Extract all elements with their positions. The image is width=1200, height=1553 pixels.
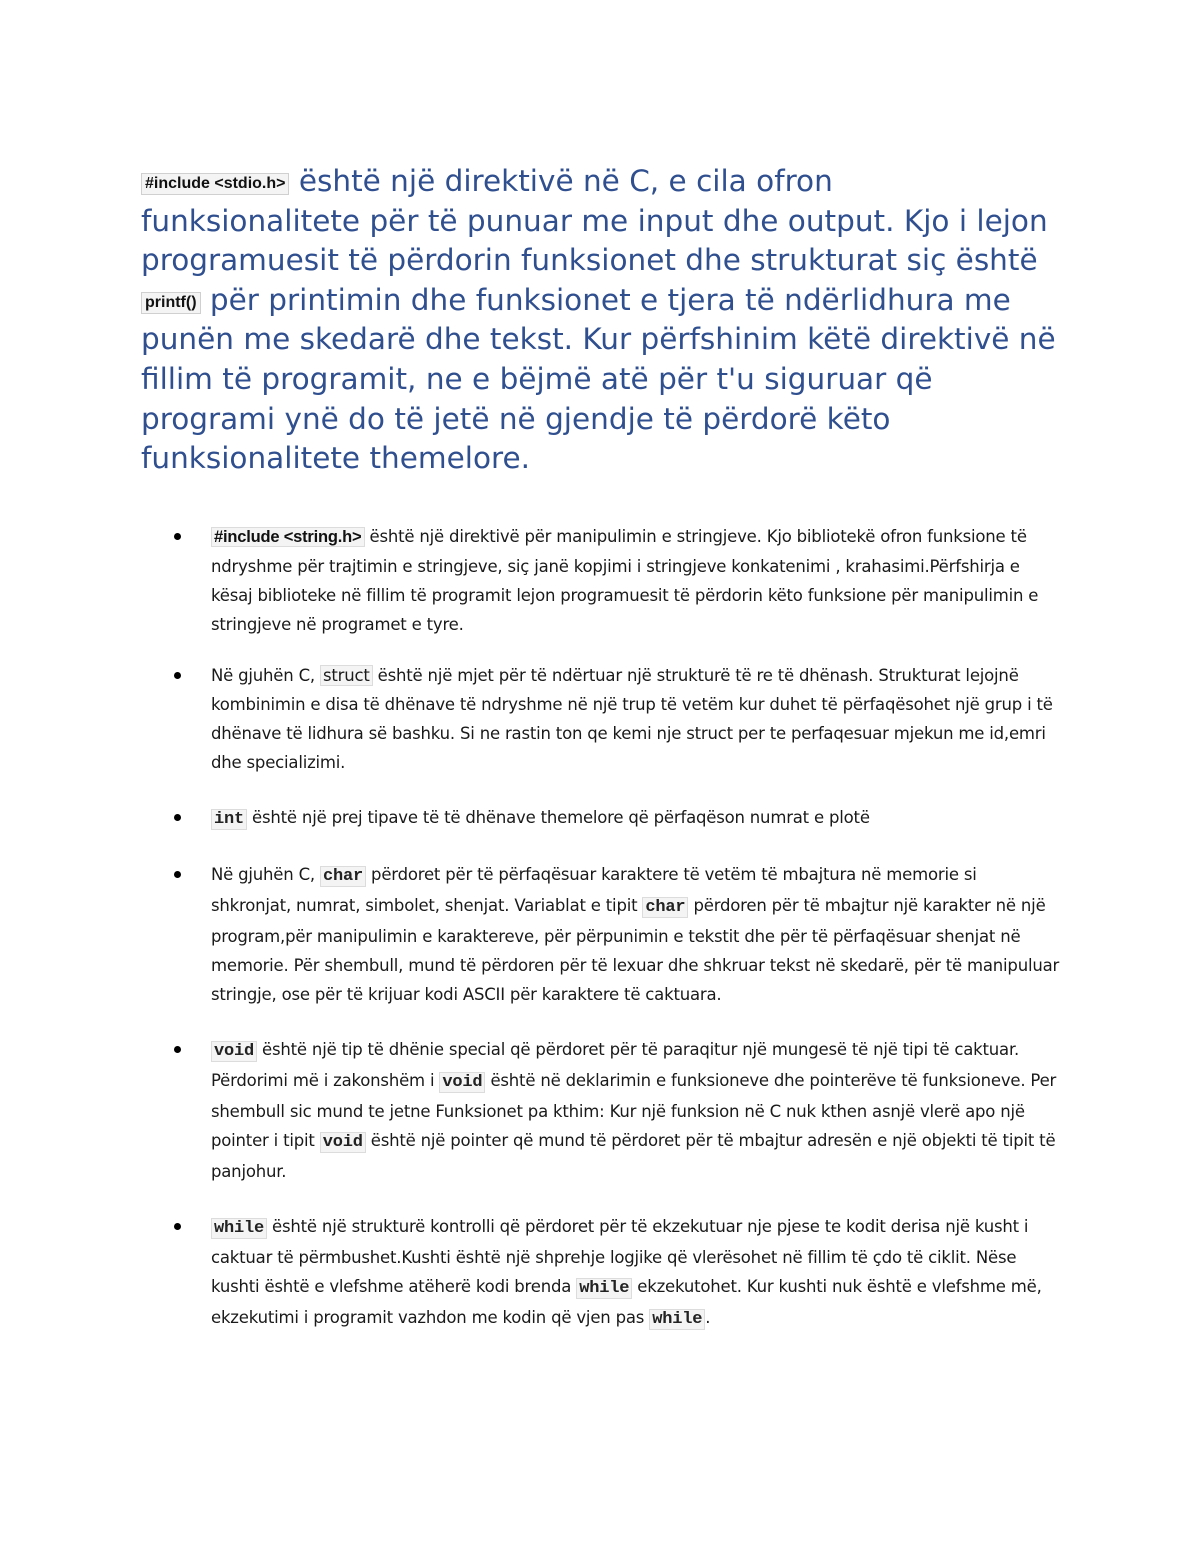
list-item-string-h xyxy=(170,522,1060,639)
intro-text-2: për printimin dhe funksionet e tjera të ndërlidhura me punën me skedarë dhe tekst. Kur përfshinim këtë direktivë në fillim të programit, ne e bëjmë atë për t'u siguruar që programi ynë do të jetë në gjendje të përdorë këto funksionalitete themelore. xyxy=(141,282,1056,476)
bullet-icon xyxy=(174,1046,181,1053)
code-while: while xyxy=(649,1309,705,1330)
code-char: char xyxy=(320,866,366,887)
bullet-icon xyxy=(174,871,181,878)
list-item-int xyxy=(170,803,1060,834)
list-item-text: është një strukturë kontrolli që përdoret për të ekzekutuar nje pjese te kodit derisa një kusht i caktuar të përmbushet.Kushti është një shprehje logjike që vlerësohet në fillim të çdo të ciklit. Nëse kushti është e vlefshme atëherë kodi brenda xyxy=(211,1217,1029,1296)
list-item-struct xyxy=(170,661,1060,777)
list-item-text: përdoren për të mbajtur një karakter në një program,për manipulimin e karaktereve, për përpunimin e tekstit dhe për të përfaqësuar shenjat në memorie. Për shembull, mund të përdoren për të lexuar dhe shkruar tekst në skedarë, për të manipuluar stringje, ose për të krijuar kodi ASCII për karaktere të caktuara. xyxy=(211,896,1060,1004)
list-item-text: Në gjuhën C, xyxy=(211,865,320,884)
code-void: void xyxy=(320,1132,366,1153)
code-void: void xyxy=(439,1072,485,1093)
bullet-icon xyxy=(174,533,181,540)
code-while: while xyxy=(576,1278,632,1299)
bullet-icon xyxy=(174,814,181,821)
intro-paragraph xyxy=(141,162,1061,479)
list-item-char xyxy=(170,860,1060,1009)
code-string-include: #include <string.h> xyxy=(211,527,365,547)
bullet-icon xyxy=(174,1223,181,1230)
list-item-text: është një tip të dhënie special që përdoret për të paraqitur një mungesë të një tipi të caktuar. Përdorimi më i zakonshëm i xyxy=(211,1040,1020,1090)
bullet-list xyxy=(170,522,1060,1334)
code-void: void xyxy=(211,1041,257,1062)
list-item-text: përdoret për të përfaqësuar karaktere të vetëm të mbajtura në memorie si shkronjat, numrat, simbolet, shenjat. Variablat e tipit xyxy=(211,865,977,915)
code-while: while xyxy=(211,1218,267,1239)
list-item-text: është një direktivë për manipulimin e stringjeve. Kjo bibliotekë ofron funksione të ndryshme për trajtimin e stringjeve, siç janë kopjimi i stringjeve konkatenimi , krahasimi.Përfshirja e kësaj biblioteke në fillim të programit lejon programuesit të përdorin këto funksione për manipulimin e stringjeve në programet e tyre. xyxy=(211,527,1039,634)
list-item-text: është një pointer që mund të përdoret për të mbajtur adresën e një objekti të tipit të panjohur. xyxy=(211,1131,1056,1181)
code-int: int xyxy=(211,809,247,830)
code-struct: struct xyxy=(320,665,373,686)
list-item-text: Në gjuhën C, xyxy=(211,666,320,685)
list-item-text: . xyxy=(705,1308,711,1327)
list-item-text: ekzekutohet. Kur kushti nuk është e vlefshme më, ekzekutimi i programit vazhdon me kodin që vjen pas xyxy=(211,1277,1042,1327)
list-item-text: është në deklarimin e funksioneve dhe pointerëve të funksioneve. Per shembull sic mund te jetne Funksionet pa kthim: Kur një funksion në C nuk kthen asnjë vlerë apo një pointer i tipit xyxy=(211,1071,1057,1150)
code-stdio-include: #include <stdio.h> xyxy=(141,173,289,195)
list-item-text: është një prej tipave të të dhënave themelore që përfaqëson numrat e plotë xyxy=(247,808,870,827)
intro-text-1: është një direktivë në C, e cila ofron funksionalitete për të punuar me input dhe output. Kjo i lejon programuesit të përdorin funksionet dhe strukturat siç është xyxy=(141,164,1048,278)
code-char: char xyxy=(642,897,688,918)
list-item-text: është një mjet për të ndërtuar një strukturë të re të dhënash. Strukturat lejojnë kombinimin e disa të dhënave të ndryshme në një trup të vetëm kur duhet të përfaqësohet një grup i të dhënave të lidhura së bashku. Si ne rastin ton qe kemi nje struct per te perfaqesuar mjekun me id,emri dhe specializimi. xyxy=(211,666,1053,772)
code-printf: printf() xyxy=(141,292,201,314)
bullet-icon xyxy=(174,672,181,679)
list-item-void xyxy=(170,1035,1060,1186)
list-item-while xyxy=(170,1212,1060,1334)
